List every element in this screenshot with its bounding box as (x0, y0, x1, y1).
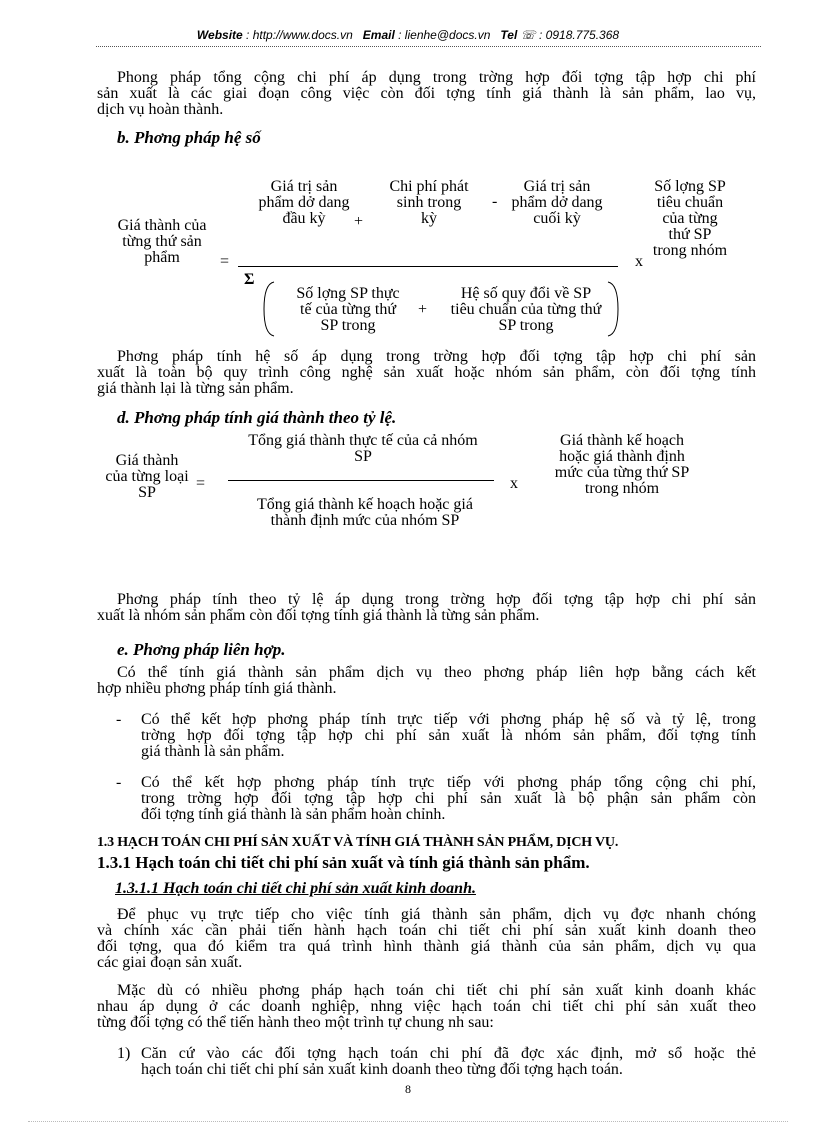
para6-line1: Mặc dù có nhiều phơng pháp hạch toán chi tiết chi phí sản xuất kinh doanh khác (117, 982, 756, 999)
formula1-lhs: Giá thành của từng thứ sản phẩm (117, 217, 207, 266)
formula2-eq: = (196, 475, 206, 492)
formula2-num: Tổng giá thành thực tế của cả nhóm SP (248, 432, 478, 465)
tel-label: Tel (500, 28, 518, 42)
email-value[interactable]: : lienhe@docs.vn (398, 28, 491, 42)
para2-line3: giá thành lại là từng sản phẩm. (97, 380, 294, 397)
formula2-den: Tổng giá thành kế hoạch hoặc giá thành định mức của nhóm SP (257, 496, 473, 529)
formula1-fraction-bar (238, 266, 618, 267)
bullet-1-line2: trờng hợp đối tợng tập hợp chi phí sản xuất là nhóm sản phẩm, đối tợng tính (141, 727, 756, 744)
section-1-3-1-1-title: 1.3.1.1 Hạch toán chi tiết chi phí sản xuất kinh doanh. (115, 880, 476, 897)
bullet-1-line3: giá thành là sản phẩm. (141, 743, 285, 760)
para4-line1: Có thể tính giá thành sản phẩm dịch vụ theo phơng pháp liên hợp bằng cách kết (117, 664, 756, 681)
formula1-rhs: Số lợng SP tiêu chuẩn của từng thứ SP trong nhóm (652, 178, 728, 259)
bullet-2-line3: đối tợng tính giá thành là sản phẩm hoàn chỉnh. (141, 806, 446, 823)
para1-line1: Phong pháp tổng cộng chi phí áp dụng trong trờng hợp đối tợng tập hợp chi phí (117, 69, 756, 86)
heading-b: b. Phơng pháp hệ số (117, 128, 261, 147)
heading-e: e. Phơng pháp liên hợp. (117, 640, 286, 659)
para5-line2: và chính xác cần phải tiến hành hạch toán chi tiết chi phí sản xuất kinh doanh theo (97, 922, 756, 939)
numbered-item-line2: hạch toán chi tiết chi phí sản xuất kinh doanh theo từng đối tợng hạch toán. (141, 1061, 623, 1078)
para6-line3: từng đối tợng có thể tiến hành theo một trình tự chung nh sau: (97, 1014, 494, 1031)
bullet-1-line1: Có thể kết hợp phơng pháp tính trực tiếp với phơng pháp hệ số và tỷ lệ, trong (141, 711, 756, 728)
page-number: 8 (405, 1082, 411, 1096)
formula2-rhs: Giá thành kế hoạch hoặc giá thành định mức của từng thứ SP trong nhóm (554, 432, 690, 497)
para1-line2: sản xuất là các giai đoạn công việc còn đối tợng tính giá thành là sản phẩm, lao vụ, (97, 85, 756, 102)
numbered-item-mark: 1) (117, 1045, 131, 1062)
para1-line3: dịch vụ hoàn thành. (97, 101, 224, 118)
section-1-3-1-title: 1.3.1 Hạch toán chi tiết chi phí sản xuất và tính giá thành sản phẩm. (97, 853, 590, 872)
para3-line1: Phơng pháp tính theo tỷ lệ áp dụng trong trờng hợp đối tợng tập hợp chi phí sản (117, 591, 756, 608)
formula1-times: x (635, 253, 643, 270)
formula1-num1: Giá trị sản phẩm dở dang đầu kỳ (258, 178, 350, 227)
numbered-item-line1: Căn cứ vào các đối tợng hạch toán chi phí đã đợc xác định, mở sổ hoặc thẻ (141, 1045, 756, 1062)
para2-line1: Phơng pháp tính hệ số áp dụng trong trờng hợp đối tợng tập hợp chi phí sản (117, 348, 756, 365)
formula2-times: x (510, 475, 518, 492)
section-1-3-title: 1.3 HẠCH TOÁN CHI PHÍ SẢN XUẤT VÀ TÍNH GIÁ THÀNH SẢN PHẨM, DỊCH VỤ. (97, 835, 619, 850)
para5-line3: đối tợng, qua đó kiểm tra quá trình hình thành giá thành của sản phẩm, dịch vụ qua (97, 938, 756, 955)
formula1-num2: Chi phí phát sinh trong kỳ (389, 178, 469, 227)
para5-line1: Để phục vụ trực tiếp cho việc tính giá thành sản phẩm, dịch vụ đợc nhanh chóng (117, 906, 756, 923)
bullet-2-mark: - (116, 774, 122, 791)
para6-line2: nhau áp dụng ở các doanh nghiệp, nhng việc hạch toán chi tiết chi phí sản xuất theo (97, 998, 756, 1015)
formula1-num3: Giá trị sản phẩm dở dang cuối kỳ (511, 178, 603, 227)
footer-divider (28, 1121, 788, 1122)
formula1-den1: Số lợng SP thực tế của từng thứ SP trong (296, 286, 400, 334)
para5-line4: các giai đoạn sản xuất. (97, 954, 243, 971)
formula1-eq: = (220, 253, 230, 270)
para4-line2: hợp nhiều phơng pháp tính giá thành. (97, 680, 337, 697)
formula1-den2: Hệ số quy đổi về SP tiêu chuẩn của từng thứ SP trong (450, 286, 602, 334)
page-header (0, 28, 816, 42)
para3-line2: xuất là nhóm sản phẩm còn đối tợng tính giá thành là từng sản phẩm. (97, 607, 540, 624)
email-label: Email (362, 28, 395, 42)
bullet-2-line1: Có thể kết hợp phơng pháp tính trực tiếp với phơng pháp tổng cộng chi phí, (141, 774, 756, 791)
website-value[interactable]: : http://www.docs.vn (246, 28, 353, 42)
formula1-plus1: + (354, 213, 364, 230)
para2-line2: xuất là toàn bộ quy trình công nghệ sản xuất hoặc nhóm sản phẩm, còn đối tợng tính (97, 364, 756, 381)
bullet-2-line2: trong trờng hợp đối tợng tập hợp chi phí sản xuất là bộ phận sản phẩm còn (141, 790, 756, 807)
formula2-lhs: Giá thành của từng loại SP (105, 452, 189, 501)
website-label: Website (196, 28, 243, 42)
heading-d: d. Phơng pháp tính giá thành theo tỷ lệ. (117, 408, 397, 427)
header-divider (96, 46, 761, 47)
formula2-fraction-bar (228, 480, 494, 481)
bullet-1-mark: - (116, 711, 122, 728)
tel-value: : 0918.775.368 (539, 28, 620, 42)
formula1-minus: - (492, 193, 498, 210)
formula1-plus2: + (418, 301, 428, 318)
formula1-sigma: Σ (244, 271, 255, 288)
phone-icon: ☏ (520, 28, 536, 42)
